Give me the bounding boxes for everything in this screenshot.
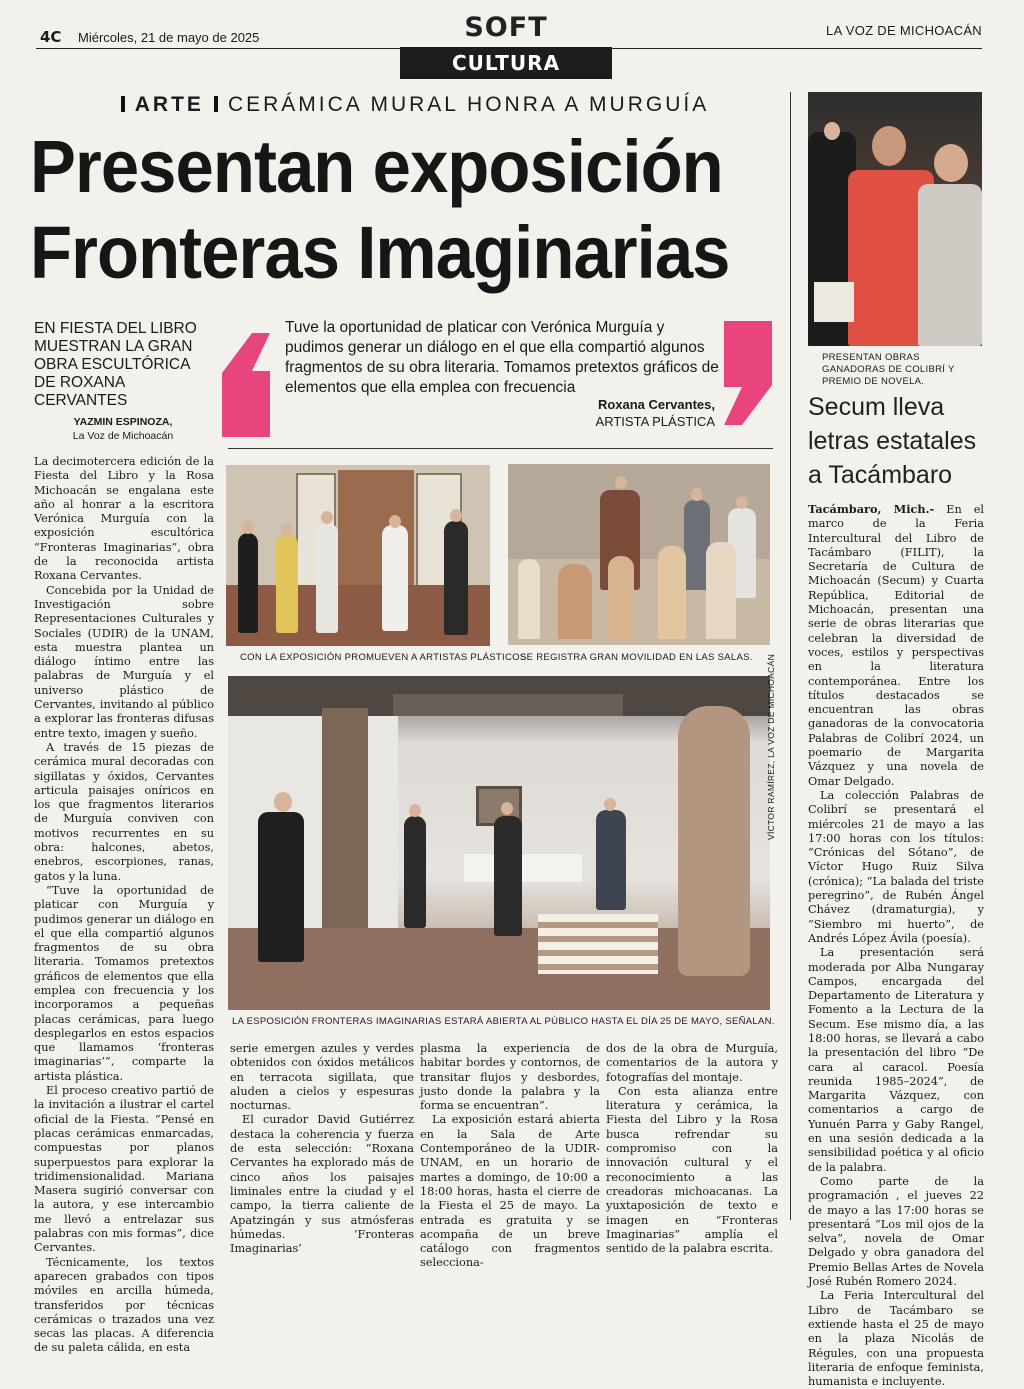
sidebar-body <box>808 502 984 1389</box>
paragraph: El curador David Gutiérrez destaca la coherencia y fuerza de esta selección: “Roxana Cervantes ha explorado más de cinco años los paisajes liminales entre la ciudad y el campo, la tierra caliente de Apatzingán y sus atmósferas húmedas. ‘Fronteras Imaginarias’ <box>230 1113 414 1256</box>
issue-date: Miércoles, 21 de mayo de 2025 <box>78 30 260 45</box>
paragraph: “Tuve la oportunidad de platicar con Murguía y pudimos generar un diálogo en el que ella compartió algunos fragmentos de su obra literaria. Tomamos pretextos gráficos de elementos que ella emplea con frecuencia y los incorporamos a pequeñas placas cerámicas, para luego desplegarlos en estos espacios que llamamos ‘fronteras imaginarias’”, comparte la artista plástica. <box>34 883 214 1083</box>
page-number: 4C <box>40 28 62 46</box>
byline-organization: La Voz de Michoacán <box>72 430 174 442</box>
paragraph: Como parte de la programación , el jueves 22 de mayo a las 17:00 horas se presentará “Los mil ojos de la selva”, novela de Omar Delgado y obra ganadora del Premio Bellas Artes de Novela José Rubén Romero 2024. <box>808 1174 984 1289</box>
paragraph: La exposición estará abierta en la Sala de Arte Contemporáneo de la UDIR-UNAM, en un horario de martes a domingo, de 10:00 a 18:00 horas, hasta el cierre de la Fiesta el 25 de mayo. La entrada es gratuita y se acompaña de un breve catálogo con fragmentos selecciona- <box>420 1113 600 1270</box>
photo-exhibition-group <box>226 465 490 646</box>
photo-sidebar-readers <box>808 92 982 346</box>
paragraph: A través de 15 piezas de cerámica mural decoradas con sigillatas y óxidos, Cervantes articula paisajes oníricos en los que fragmentos literarios de Murguía conviven con motivos recurrentes en su obra: halcones, abetos, enebros, escorpiones, ranas, gatos y la luna. <box>34 740 214 883</box>
paragraph-text: En el marco de la Feria Intercultural del Libro de Tacámbaro (FILIT), la Secretaría de Cultura de Michoacán (Secum) y Cuarta República, Editorial de Michoacán, presentan una serie de obras literarias que celebran la diversidad de voces, estilos y perspectivas en la literatura contemporánea. Entre los títulos destacados se encuentran las obras ganadoras de la convocatoria Palabras de Colibrí 2024, un poemario de Margarita Vázquez y una novela de Omar Delgado. <box>808 503 984 788</box>
column-rule <box>790 92 791 1220</box>
paragraph: La Feria Intercultural del Libro de Tacámbaro se extiende hasta el 25 de mayo en la plaza Nicolás de Régules, con una propuesta literaria de enfoque feminista, humanista e incluyente. <box>808 1289 984 1389</box>
section-name-bottom: CULTURA <box>400 47 612 79</box>
paragraph: La presentación será moderada por Alba Nungaray Campos, encargada del Departamento de Literatura y Fomento a la Lectura de la Secum. Ese mismo día, a las 18:00 horas, se llevará a cabo la presentación del libro “De cara al caracol. Poesía reunida 1985–2024”, de Margarita Vázquez, con comentarios a cargo de Yunuén Parra y Gaby Rangel, en una sesión dedicada a la sensibilidad poética y al oficio de la palabra. <box>808 946 984 1174</box>
kicker-bar <box>214 96 218 112</box>
dateline: Tacámbaro, Mich.- <box>808 502 935 516</box>
paragraph: plasma la experiencia de habitar bordes y contornos, de transitar flujos y desbordes, justo donde la palabra y la forma se encuentran”. <box>420 1042 600 1113</box>
quote-author: Roxana Cervantes, <box>597 397 715 412</box>
article-deck: EN FIESTA DEL LIBRO MUESTRAN LA GRAN OBRA ESCULTÓRICA DE ROXANA CERVANTES <box>34 320 197 409</box>
paragraph: El proceso creativo partió de la invitación a ilustrar el cartel oficial de la Fiesta. “Pensé en placas cerámicas enmarcadas, compuestas por planos superpuestos para explorar la tridimensionalidad. Mariana Masera sugirió conversar con la autora, y ese intercambio me llevó a entrelazar sus palabras con mis formas”, dice Cervantes. <box>34 1084 214 1255</box>
quote-rule <box>228 448 773 449</box>
photo-caption: SE REGISTRA GRAN MOVILIDAD EN LAS SALAS. <box>520 652 753 663</box>
byline-author: YAZMIN ESPINOZA, <box>73 416 173 428</box>
quote-open-icon <box>222 333 270 437</box>
headline-line-2: Fronteras Imaginarias <box>30 211 730 294</box>
newspaper-name: LA VOZ DE MICHOACÁN <box>826 23 982 38</box>
photo-caption: LA ESPOSICIÓN FRONTERAS IMAGINARIAS ESTARÁ ABIERTA AL PÚBLICO HASTA EL DÍA 25 DE MAYO, SEÑALAN. <box>232 1016 775 1027</box>
paragraph: Técnicamente, los textos aparecen grabados con tipos móviles en arcilla húmeda, transferidos por técnicas cerámicas o trazados una vez secas las placas. A diferencia de su paleta cálida, en esta <box>34 1255 214 1355</box>
article-headline <box>30 124 737 296</box>
kicker-bar <box>121 96 125 112</box>
paragraph: Con esta alianza entre literatura y cerámica, la Fiesta del Libro y la Rosa busca refrendar su compromiso con la innovación cultural y el reconocimiento a las creadoras michoacanas. La yuxtaposición de texto e imagen en “Fronteras Imaginarias” amplía el sentido de la palabra escrita. <box>606 1084 778 1256</box>
article-body-column-2 <box>230 1042 414 1256</box>
paragraph: La decimotercera edición de la Fiesta del Libro y la Rosa Michoacán se engalana este año al honrar a la escritora Verónica Murguía con la exposición escultórica “Fronteras Imaginarias”, obra de la reconocida artista Roxana Cervantes. <box>34 455 214 583</box>
photo-caption: PRESENTAN OBRAS GANADORAS DE COLIBRÍ Y PREMIO DE NOVELA. <box>822 352 955 387</box>
sidebar-headline: Secum lleva letras estatales a Tacámbaro <box>808 393 977 489</box>
paragraph: La colección Palabras de Colibrí se presentará el miércoles 21 de mayo a las 17:00 horas con los títulos: “Crónicas del Sótano”, de Víctor Hugo Ruiz Silva (crónica); “La balada del triste peregrino”, de Rubén Ángel Chávez (dramaturgia), y “Siembro mi huerto”, de Andrés López Ávila (poesía). <box>808 788 984 945</box>
article-body-column-4 <box>606 1042 778 1256</box>
paragraph: serie emergen azules y verdes obtenidos con óxidos metálicos en terracota sigillata, que aluden a cielos y espesuras nocturnas. <box>230 1042 414 1113</box>
article-body-column-1 <box>34 455 214 1355</box>
paragraph: Concebida por la Unidad de Investigación sobre Representaciones Culturales y Sociales (UDIR) de la UNAM, esta muestra plantea un diálogo íntimo entre las palabras de Murguía y el universo plástico de Cervantes, invitando al público a explorar las fronteras difusas entre texto, imagen y sueño. <box>34 583 214 740</box>
kicker-tag: ARTE <box>134 93 204 116</box>
quote-close-icon <box>724 321 772 425</box>
pull-quote: Tuve la oportunidad de platicar con Verónica Murguía y pudimos generar un diálogo en el que ella compartió algunos fragmentos de su obra literaria. Tomamos pretextos gráficos de elementos que ella emplea con frecuencia <box>285 319 719 396</box>
quote-role: ARTISTA PLÁSTICA <box>595 414 715 429</box>
paragraph: dos de la obra de Murguía, comentarios de la autora y fotografías del montaje. <box>606 1042 778 1084</box>
photo-gallery-visitors <box>508 464 770 645</box>
photo-credit: VÍCTOR RAMÍREZ, LA VOZ DE MICHOACÁN <box>766 653 776 840</box>
photo-caption: CON LA EXPOSICIÓN PROMUEVEN A ARTISTAS PLÁSTICOS <box>240 652 527 663</box>
article-kicker <box>40 93 780 117</box>
article-body-column-3 <box>420 1042 600 1270</box>
paragraph <box>808 502 984 789</box>
photo-exhibition-hall <box>228 676 770 1010</box>
headline-line-1: Presentan exposición <box>30 125 723 208</box>
kicker-text: CERÁMICA MURAL HONRA A MURGUÍA <box>227 93 710 116</box>
section-name-top: SOFT <box>464 12 548 43</box>
